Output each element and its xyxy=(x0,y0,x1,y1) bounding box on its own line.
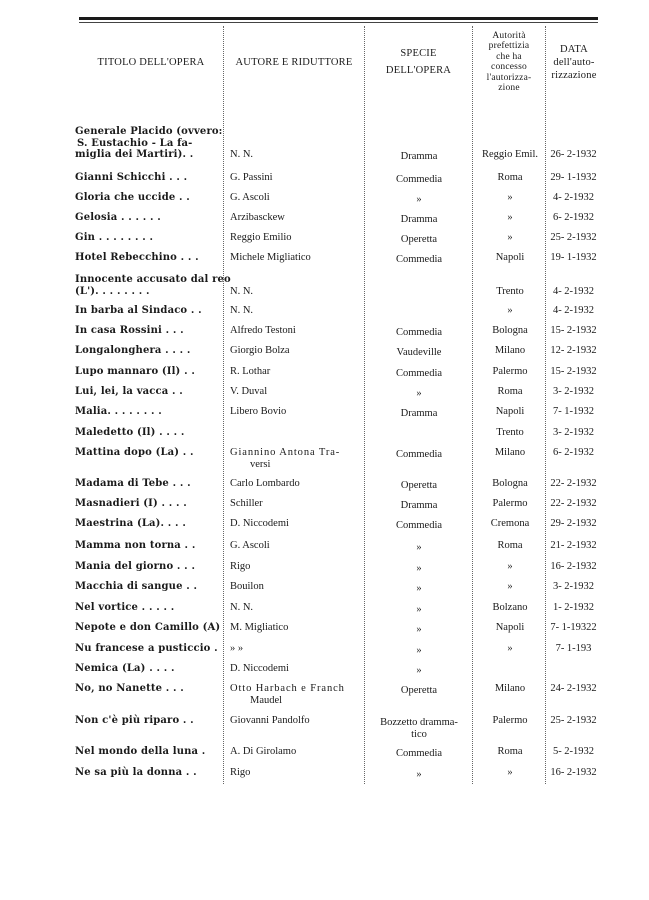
opera-title-line: In barba al Sindaco . . xyxy=(75,305,202,316)
author-cell xyxy=(230,540,360,552)
date-cell: 6- 2-1932 xyxy=(552,447,595,458)
date-cell: 12- 2-1932 xyxy=(550,345,597,356)
author-name: R. Lothar xyxy=(230,366,271,377)
species-cell xyxy=(366,174,472,186)
author-name: N. N. xyxy=(230,305,254,316)
author-name: Giannino Antona Tra- xyxy=(230,447,341,458)
authority-cell: Palermo xyxy=(492,366,528,377)
opera-title-line: Hotel Rebecchino . . . xyxy=(75,252,199,263)
authority-cell: Bologna xyxy=(492,325,528,336)
column-divider xyxy=(364,26,365,784)
species-value: » xyxy=(416,542,422,553)
author-cell xyxy=(230,643,360,655)
author-name-continued: versi xyxy=(250,458,271,470)
opera-title xyxy=(75,406,222,418)
author-name: Michele Migliatico xyxy=(230,252,311,263)
authority-cell: Milano xyxy=(494,447,526,458)
top-rule-thin xyxy=(79,22,598,23)
date-cell: 25- 2-1932 xyxy=(550,715,597,726)
opera-title-line: miglia dei Martiri). . xyxy=(75,149,194,160)
opera-title-line: S. Eustachio - La fa- xyxy=(77,137,193,149)
author-cell xyxy=(230,305,360,317)
species-cell xyxy=(366,368,472,380)
opera-title-line: Lui, lei, la vacca . . xyxy=(75,386,183,397)
date-cell: 5- 2-1932 xyxy=(552,746,595,757)
date-cell: 4- 2-1932 xyxy=(552,192,595,203)
author-cell xyxy=(230,252,360,264)
species-cell xyxy=(366,254,472,266)
species-cell xyxy=(366,214,472,226)
opera-title-line: Lupo mannaro (Il) . . xyxy=(75,366,195,377)
species-value: » xyxy=(416,563,422,574)
author-name: D. Niccodemi xyxy=(230,518,289,529)
column-divider xyxy=(223,26,224,784)
author-name: Carlo Lombardo xyxy=(230,478,300,489)
opera-title-line: Maledetto (Il) . . . . xyxy=(75,427,185,438)
opera-title xyxy=(75,683,222,695)
authority-cell: » xyxy=(507,232,513,243)
author-cell xyxy=(230,602,360,614)
author-name: D. Niccodemi xyxy=(230,663,289,674)
author-name: Arzibasckew xyxy=(230,212,285,223)
species-value: » xyxy=(416,388,422,399)
opera-title xyxy=(75,561,222,573)
column-divider xyxy=(545,26,546,784)
author-cell xyxy=(230,149,360,161)
date-cell: 29- 1-1932 xyxy=(550,172,597,183)
author-cell xyxy=(230,212,360,224)
authority-cell: Napoli xyxy=(495,406,525,417)
author-cell xyxy=(230,581,360,593)
opera-title-line: Mattina dopo (La) . . xyxy=(75,447,194,458)
opera-title-line: Nu francese a pusticcio . xyxy=(75,643,218,654)
author-cell xyxy=(230,325,360,337)
opera-title-line: Nel mondo della luna . xyxy=(75,746,206,757)
author-name: » » xyxy=(230,643,244,654)
species-cell xyxy=(366,583,472,595)
opera-title xyxy=(75,252,222,264)
authority-cell: » xyxy=(507,192,513,203)
author-name: Reggio Emilio xyxy=(230,232,292,243)
species-cell xyxy=(366,542,472,554)
opera-title xyxy=(75,746,222,758)
author-cell xyxy=(230,447,360,470)
species-value: Commedia xyxy=(395,520,443,531)
author-cell xyxy=(230,366,360,378)
date-cell: 15- 2-1932 xyxy=(550,366,597,377)
date-cell: 26- 2-1932 xyxy=(550,149,597,160)
opera-title xyxy=(75,715,222,727)
species-cell xyxy=(366,151,472,163)
authority-cell: Milano xyxy=(494,683,526,694)
opera-title-line: No, no Nanette . . . xyxy=(75,683,184,694)
opera-title xyxy=(75,126,222,161)
authority-cell: Trento xyxy=(496,285,524,297)
date-cell: 4- 2-1932 xyxy=(552,285,595,297)
opera-title xyxy=(75,643,222,655)
species-cell xyxy=(366,327,472,339)
opera-title-line: (L'). . . . . . . . xyxy=(75,285,150,297)
opera-title-line: Madama di Tebe . . . xyxy=(75,478,191,489)
author-cell xyxy=(230,286,360,298)
author-cell xyxy=(230,622,360,634)
date-cell: 24- 2-1932 xyxy=(550,683,597,694)
header-specie: SPECIE DELL'OPERA xyxy=(385,48,452,76)
author-name: Giovanni Pandolfo xyxy=(230,715,310,726)
opera-title xyxy=(75,192,222,204)
authority-cell: Bolzano xyxy=(492,602,528,613)
opera-title-line: Gloria che uccide . . xyxy=(75,192,190,203)
species-cell xyxy=(366,234,472,246)
opera-title xyxy=(75,427,222,439)
authority-cell: Roma xyxy=(497,172,523,183)
opera-title-line: Macchia di sangue . . xyxy=(75,581,198,592)
opera-title xyxy=(75,581,222,593)
opera-title-line: Gin . . . . . . . . xyxy=(75,232,154,243)
species-value: Dramma xyxy=(400,214,438,225)
author-name: N. N. xyxy=(230,149,254,160)
opera-title-line: Malia. . . . . . . . xyxy=(75,406,162,417)
header-data: DATA dell'auto- rizzazione xyxy=(551,43,597,81)
author-cell xyxy=(230,683,360,706)
author-cell xyxy=(230,746,360,758)
opera-title-line: Mania del giorno . . . xyxy=(75,561,196,572)
species-cell xyxy=(366,604,472,616)
author-name: G. Ascoli xyxy=(230,540,270,551)
top-rule xyxy=(79,17,598,20)
date-cell: 7- 1-193 xyxy=(555,643,592,654)
species-value: » xyxy=(416,769,422,780)
species-cell xyxy=(366,645,472,657)
opera-title-line: Generale Placido (ovvero: xyxy=(75,126,223,137)
author-cell xyxy=(230,561,360,573)
date-cell: 22- 2-1932 xyxy=(550,478,597,489)
opera-title-line: Innocente accusato dal reo xyxy=(75,274,231,285)
author-cell xyxy=(230,386,360,398)
species-value: Bozzetto dramma- xyxy=(380,717,458,728)
species-cell xyxy=(366,408,472,420)
species-cell xyxy=(366,624,472,636)
species-cell xyxy=(366,769,472,781)
opera-title xyxy=(75,274,231,297)
date-cell: 22- 2-1932 xyxy=(550,498,597,509)
species-cell xyxy=(366,563,472,575)
date-cell: 1- 2-1932 xyxy=(552,602,595,613)
opera-title-line: Nel vortice . . . . . xyxy=(75,602,175,613)
species-cell xyxy=(366,748,472,760)
opera-title-line: Ne sa più la donna . . xyxy=(75,767,197,778)
authority-cell: » xyxy=(507,212,513,223)
date-cell: 3- 2-1932 xyxy=(552,427,595,438)
species-value: » xyxy=(416,583,422,594)
author-name: A. Di Girolamo xyxy=(230,746,297,757)
authority-cell: Napoli xyxy=(495,622,525,633)
author-cell xyxy=(230,232,360,244)
author-name: Alfredo Testoni xyxy=(230,325,296,336)
opera-title xyxy=(75,540,222,552)
date-cell: 7- 1-1932 xyxy=(552,406,595,417)
opera-title xyxy=(75,366,222,378)
opera-title-line: Masnadieri (I) . . . . xyxy=(75,498,187,509)
species-value: » xyxy=(416,645,422,656)
opera-title xyxy=(75,663,222,675)
opera-title-line: Nemica (La) . . . . xyxy=(75,663,175,674)
opera-title-line: In casa Rossini . . . xyxy=(75,325,184,336)
opera-title xyxy=(75,345,222,357)
author-name: Bouilon xyxy=(230,581,264,592)
author-cell xyxy=(230,663,360,675)
species-value: Commedia xyxy=(395,449,443,460)
date-cell: 16- 2-1932 xyxy=(550,561,597,572)
date-cell: 25- 2-1932 xyxy=(550,232,597,243)
date-cell: 15- 2-1932 xyxy=(550,325,597,336)
species-cell xyxy=(366,520,472,532)
author-name: G. Passini xyxy=(230,172,273,183)
author-cell xyxy=(230,406,360,418)
species-cell xyxy=(366,388,472,400)
authority-cell: Milano xyxy=(494,345,526,356)
author-name: Rigo xyxy=(230,767,251,778)
date-cell: 3- 2-1932 xyxy=(552,581,595,592)
opera-title xyxy=(75,767,222,779)
species-value: Dramma xyxy=(400,151,438,162)
date-cell: 21- 2-1932 xyxy=(550,540,597,551)
opera-title-line: Gianni Schicchi . . . xyxy=(75,172,188,183)
opera-title xyxy=(75,386,222,398)
species-value: » xyxy=(416,604,422,615)
header-autore: AUTORE E RIDUTTORE xyxy=(235,56,353,68)
opera-title-line: Longalonghera . . . . xyxy=(75,345,191,356)
species-value: Vaudeville xyxy=(396,347,442,358)
author-name: G. Ascoli xyxy=(230,192,270,203)
opera-title-line: Non c'è più riparo . . xyxy=(75,715,194,726)
author-cell xyxy=(230,192,360,204)
opera-title-line: Nepote e don Camillo (A) xyxy=(75,622,221,633)
species-value: » xyxy=(416,665,422,676)
date-cell: 16- 2-1932 xyxy=(550,767,597,778)
authority-cell: Napoli xyxy=(495,252,525,263)
species-cell xyxy=(366,665,472,677)
opera-title xyxy=(75,172,222,184)
date-cell: 29- 2-1932 xyxy=(550,518,597,529)
column-divider xyxy=(472,26,473,784)
opera-title-line: Gelosia . . . . . . xyxy=(75,212,161,223)
author-cell xyxy=(230,172,360,184)
species-value: Operetta xyxy=(400,685,438,696)
authority-cell: » xyxy=(507,643,513,654)
species-cell xyxy=(366,480,472,492)
date-cell: 7- 1-19322 xyxy=(550,622,597,633)
author-cell xyxy=(230,345,360,357)
header-autorita: Autorità prefettizia che ha concesso l'autorizza- zione xyxy=(486,30,532,93)
species-value: Operetta xyxy=(400,480,438,491)
opera-title xyxy=(75,518,222,530)
species-cell xyxy=(366,685,472,697)
species-value: Commedia xyxy=(395,748,443,759)
date-cell: 3- 2-1932 xyxy=(552,386,595,397)
author-cell xyxy=(230,478,360,490)
species-value: » xyxy=(416,624,422,635)
species-value: Commedia xyxy=(395,174,443,185)
opera-title xyxy=(75,212,222,224)
species-cell xyxy=(366,500,472,512)
date-cell: 19- 1-1932 xyxy=(550,252,597,263)
author-name-continued: Maudel xyxy=(250,694,283,706)
author-name: Giorgio Bolza xyxy=(230,345,290,356)
opera-title xyxy=(75,447,222,459)
authority-cell: Palermo xyxy=(492,715,528,726)
authority-cell: Roma xyxy=(497,540,523,551)
species-value: Dramma xyxy=(400,408,438,419)
authority-cell: Roma xyxy=(497,386,523,397)
date-cell: 4- 2-1932 xyxy=(552,305,595,316)
species-value: » xyxy=(416,194,422,205)
species-cell xyxy=(366,347,472,359)
opera-title xyxy=(75,232,222,244)
authority-cell: Palermo xyxy=(492,498,528,509)
opera-title-line: Maestrina (La). . . . xyxy=(75,518,186,529)
authority-cell: Cremona xyxy=(490,518,530,529)
header-titolo: TITOLO DELL'OPERA xyxy=(97,56,205,68)
species-cell xyxy=(366,449,472,461)
authority-cell: » xyxy=(507,305,513,316)
authority-cell: » xyxy=(507,561,513,572)
author-name: V. Duval xyxy=(230,386,268,397)
authority-cell: » xyxy=(507,581,513,592)
opera-title xyxy=(75,498,222,510)
authority-cell: » xyxy=(507,767,513,778)
species-value: Commedia xyxy=(395,327,443,338)
author-name: Rigo xyxy=(230,561,251,572)
authority-cell: Bologna xyxy=(492,478,528,489)
author-name: N. N. xyxy=(230,602,254,613)
authority-cell: Roma xyxy=(497,746,523,757)
species-value: Commedia xyxy=(395,368,443,379)
species-value: Operetta xyxy=(400,234,438,245)
author-cell xyxy=(230,715,360,727)
author-name: N. N. xyxy=(230,285,254,297)
author-name: Libero Bovio xyxy=(230,406,287,417)
authority-cell: Trento xyxy=(496,427,524,438)
date-cell: 6- 2-1932 xyxy=(552,212,595,223)
opera-title xyxy=(75,305,222,317)
opera-title xyxy=(75,325,222,337)
opera-title-line: Mamma non torna . . xyxy=(75,540,196,551)
species-value: Commedia xyxy=(395,254,443,265)
author-name: M. Migliatico xyxy=(230,622,289,633)
author-cell xyxy=(230,498,360,510)
author-cell xyxy=(230,767,360,779)
species-value: Dramma xyxy=(400,500,438,511)
opera-title xyxy=(75,622,222,634)
species-cell xyxy=(366,194,472,206)
author-cell xyxy=(230,518,360,530)
author-name: Schiller xyxy=(230,498,263,509)
species-value-continued: tico xyxy=(411,728,427,740)
author-name: Otto Harbach e Franch xyxy=(230,683,345,694)
opera-title xyxy=(75,602,222,614)
species-cell xyxy=(366,717,472,740)
opera-title xyxy=(75,478,222,490)
authority-cell: Reggio Emil. xyxy=(482,149,538,160)
